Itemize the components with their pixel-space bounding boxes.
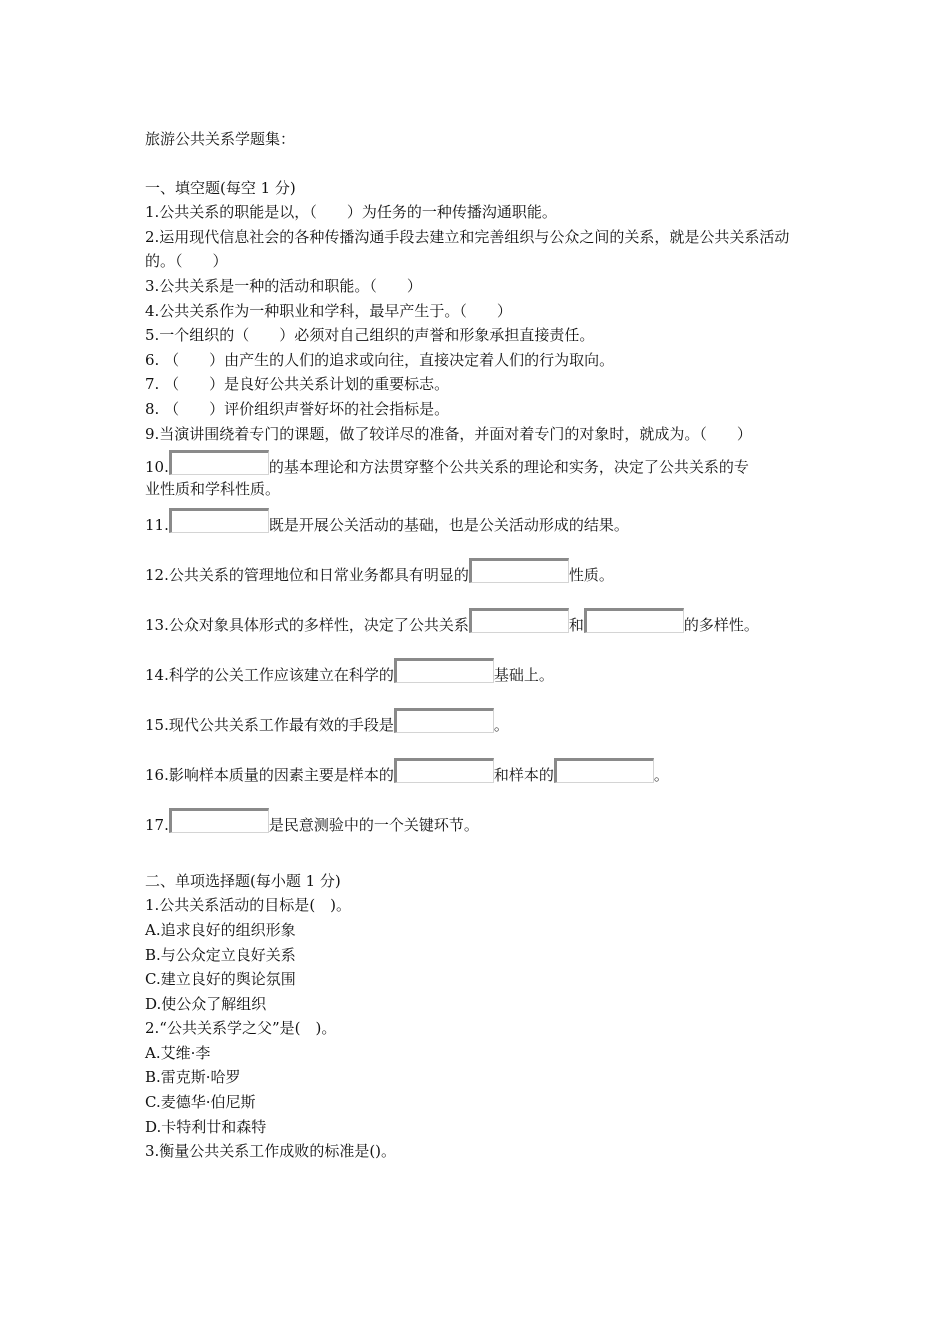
question-9: 9.当演讲围绕着专门的课题，做了较详尽的准备，并面对着专门的对象时，就成为。（ ） — [145, 424, 752, 443]
question-10-continued: 业性质和学科性质。 — [145, 480, 281, 499]
question-13-text: 的多样性。 — [683, 615, 759, 634]
question-8: 8. （ ）评价组织声誉好坏的社会指标是。 — [145, 399, 450, 418]
question-17 — [145, 808, 815, 835]
mc-question-1: 1.公共关系活动的目标是( )。 — [145, 896, 352, 915]
question-16 — [145, 758, 815, 785]
spacer — [145, 835, 815, 869]
question-2: 2.运用现代信息社会的各种传播沟通手段去建立和完善组织与公众之间的关系，就是公共关系活动的。（ ） — [145, 227, 790, 271]
question-16-text: 。 — [653, 765, 669, 784]
answer-field-14[interactable] — [394, 658, 494, 683]
question-6: 6. （ ）由产生的人们的追求或向往，直接决定着人们的行为取向。 — [145, 350, 615, 369]
question-11-prefix: 11. — [145, 515, 169, 534]
question-15 — [145, 708, 815, 735]
mc-option: C.建立良好的舆论氛围 — [145, 970, 296, 989]
question-13 — [145, 608, 815, 635]
question-16-prefix: 16.影响样本质量的因素主要是样本的 — [145, 765, 394, 784]
mc-question-3: 3.衡量公共关系工作成败的标准是()。 — [145, 1142, 397, 1161]
question-15-prefix: 15.现代公共关系工作最有效的手段是 — [145, 715, 394, 734]
question-1: 1.公共关系的职能是以，（ ）为任务的一种传播沟通职能。 — [145, 203, 557, 222]
answer-field-13b[interactable] — [584, 608, 684, 633]
answer-field-17[interactable] — [169, 808, 269, 833]
question-13-prefix: 13.公众对象具体形式的多样性，决定了公共关系 — [145, 615, 469, 634]
mc-option: D.卡特利廿和森特 — [145, 1117, 267, 1136]
question-15-text: 。 — [493, 715, 509, 734]
question-16-mid: 和样本的 — [493, 765, 554, 784]
question-13-mid: 和 — [568, 615, 584, 634]
question-3: 3.公共关系是一种的活动和职能。（ ） — [145, 276, 422, 295]
section2-heading: 二、单项选择题(每小题 1 分) — [145, 871, 341, 890]
question-7: 7. （ ）是良好公共关系计划的重要标志。 — [145, 375, 450, 394]
answer-field-15[interactable] — [394, 708, 494, 733]
mc-option: A.艾维·李 — [145, 1043, 211, 1062]
answer-field-13a[interactable] — [469, 608, 569, 633]
question-5: 5.一个组织的（ ）必须对自己组织的声誉和形象承担直接责任。 — [145, 326, 595, 345]
question-10 — [145, 450, 815, 477]
question-14-prefix: 14.科学的公关工作应该建立在科学的 — [145, 665, 394, 684]
question-14-text: 基础上。 — [493, 665, 554, 684]
answer-field-10[interactable] — [169, 450, 269, 475]
question-17-text: 是民意测验中的一个关键环节。 — [268, 815, 479, 834]
mc-option: A.追求良好的组织形象 — [145, 920, 296, 939]
mc-option: C.麦德华·伯尼斯 — [145, 1093, 256, 1112]
spacer — [145, 152, 815, 176]
document-body — [145, 127, 815, 1164]
mc-question-2: 2.“公共关系学之父”是( )。 — [145, 1019, 337, 1038]
question-12 — [145, 558, 815, 585]
question-10-text: 的基本理论和方法贯穿整个公共关系的理论和实务，决定了公共关系的专 — [268, 458, 749, 477]
mc-option: B.与公众定立良好关系 — [145, 945, 296, 964]
answer-field-11[interactable] — [169, 508, 269, 533]
page-title: 旅游公共关系学题集： — [145, 130, 296, 148]
mc-option: D.使公众了解组织 — [145, 994, 267, 1013]
question-10-prefix: 10. — [145, 458, 169, 477]
section1-heading: 一、填空题(每空 1 分) — [145, 178, 296, 197]
question-14 — [145, 658, 815, 685]
question-12-text: 性质。 — [568, 565, 614, 584]
question-11-text: 既是开展公关活动的基础，也是公关活动形成的结果。 — [268, 515, 629, 534]
answer-field-16b[interactable] — [554, 758, 654, 783]
question-4: 4.公共关系作为一种职业和学科，最早产生于。（ ） — [145, 301, 512, 320]
question-12-prefix: 12.公共关系的管理地位和日常业务都具有明显的 — [145, 565, 469, 584]
answer-field-16a[interactable] — [394, 758, 494, 783]
mc-option: B.雷克斯·哈罗 — [145, 1068, 241, 1087]
answer-field-12[interactable] — [469, 558, 569, 583]
question-11 — [145, 508, 815, 535]
question-17-prefix: 17. — [145, 815, 169, 834]
